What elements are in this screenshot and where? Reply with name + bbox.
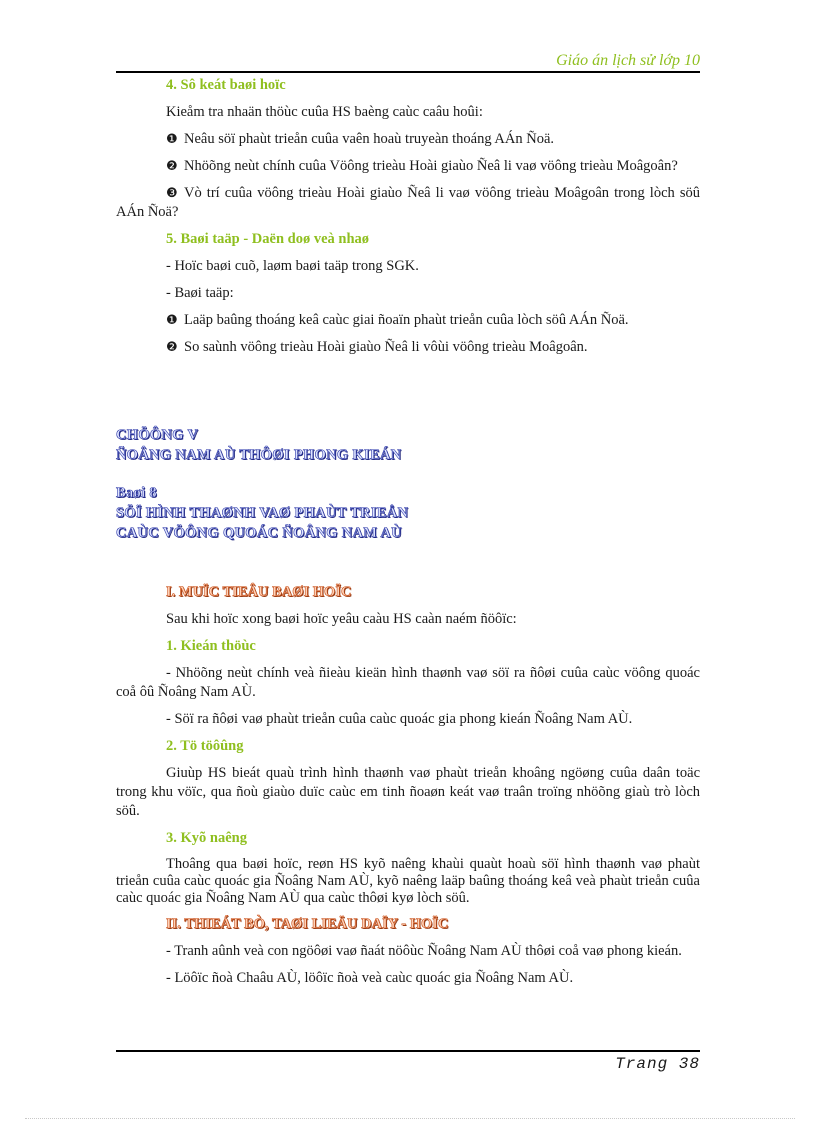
question-1: ❶ Neâu söï phaùt trieån cuûa vaên hoaù truyeàn thoáng AÁn Ñoä. xyxy=(166,131,555,147)
number-3-icon: ❸ xyxy=(166,186,178,201)
lesson-title-line-1: SÖÏ HÌNH THAØNH VAØ PHAÙT TRIEÅN xyxy=(116,505,409,521)
attitude-heading: 2. Tö töôûng xyxy=(166,738,244,754)
number-2-icon: ❷ xyxy=(166,340,178,355)
part-2-heading: II. THIEÁT BÒ, TAØI LIEÄU DAÏY - HOÏC xyxy=(166,916,449,932)
question-3: ❸ Vò trí cuûa vöông trieàu Hoài giaùo Ñeâ li vaø vöông trieàu Moâgoân trong lòch söû AÁn Ñoä? xyxy=(116,185,700,220)
part-2-line-2: - Löôïc ñoà Chaâu AÙ, löôïc ñoà veà caùc quoác gia Ñoâng Nam AÙ. xyxy=(166,970,574,986)
attitude-text: Giuùp HS bieát quaù trình hình thaønh vaø phaùt trieån khoâng ngöøng cuûa daân toäc trong khu vöïc, qua ñoù giaùo duïc caùc em tinh ñoaøn keát vaø traân troïng nhöõng giaù trò lòch söû. xyxy=(116,765,700,819)
question-2: ❷ Nhöõng neùt chính cuûa Vöông trieàu Hoài giaùo Ñeâ li vaø vöông trieàu Moâgoân? xyxy=(166,158,678,174)
part-1-heading: I. MUÏC TIEÂU BAØI HOÏC xyxy=(166,584,352,600)
lesson-title-line-2: CAÙC VÖÔNG QUOÁC ÑOÂNG NAM AÙ xyxy=(116,525,402,541)
number-2-icon: ❷ xyxy=(166,159,178,174)
number-1-icon: ❶ xyxy=(166,132,178,147)
chapter-title: ÑOÂNG NAM AÙ THÔØI PHONG KIEÁN xyxy=(116,447,402,463)
running-header-title: Giáo án lịch sử lớp 10 xyxy=(556,52,700,69)
task-1: ❶ Laäp baûng thoáng keâ caùc giai ñoaïn phaùt trieån cuûa lòch söû AÁn Ñoä. xyxy=(166,312,629,328)
lesson-number: Baøi 8 xyxy=(116,485,157,501)
skills-heading: 3. Kyõ naêng xyxy=(166,830,247,846)
knowledge-line-2: - Söï ra ñôøi vaø phaùt trieån cuûa caùc quoác gia phong kieán Ñoâng Nam AÙ. xyxy=(166,711,633,727)
part-1-intro: Sau khi hoïc xong baøi hoïc yeâu caàu HS caàn naém ñöôïc: xyxy=(166,611,517,627)
footer-rule xyxy=(116,1050,700,1052)
section-5-heading: 5. Baøi taäp - Daën doø veà nhaø xyxy=(166,231,370,247)
section-5-line-2: - Baøi taäp: xyxy=(166,285,234,301)
section-4-heading: 4. Sô keát baøi hoïc xyxy=(166,77,286,93)
section-5-line-1: - Hoïc baøi cuõ, laøm baøi taäp trong SGK. xyxy=(166,258,419,274)
number-1-icon: ❶ xyxy=(166,313,178,328)
skills-text: Thoâng qua baøi hoïc, reøn HS kyõ naêng khaùi quaùt hoaù söï hình thaønh vaø phaùt trieån cuûa caùc quoác gia Ñoâng Nam AÙ, kyõ naêng laäp baûng thoáng keâ veà phaùt trieån cuûa caùc quoác gia Ñoâng Nam AÙ qua caùc thôøi kyø lòch söû. xyxy=(116,856,700,906)
page-edge-dotted-line xyxy=(25,1118,795,1119)
task-2: ❷ So saùnh vöông trieàu Hoài giaùo Ñeâ li vôùi vöông trieàu Moâgoân. xyxy=(166,339,588,355)
page-content xyxy=(116,76,700,996)
header-rule xyxy=(116,71,700,73)
knowledge-heading: 1. Kieán thöùc xyxy=(166,638,256,654)
knowledge-line-1: - Nhöõng neùt chính veà ñieàu kieän hình thaønh vaø söï ra ñôøi cuûa caùc vöông quoác coå ôû Ñoâng Nam AÙ. xyxy=(116,665,700,700)
page-number: Trang 38 xyxy=(615,1055,700,1073)
section-4-intro: Kieåm tra nhaän thöùc cuûa HS baèng caùc caâu hoûi: xyxy=(166,104,483,120)
part-2-line-1: - Tranh aûnh veà con ngöôøi vaø ñaát nöôùc Ñoâng Nam AÙ thôøi coå vaø phong kieán. xyxy=(166,943,682,959)
chapter-number: CHÖÔNG V xyxy=(116,427,199,443)
